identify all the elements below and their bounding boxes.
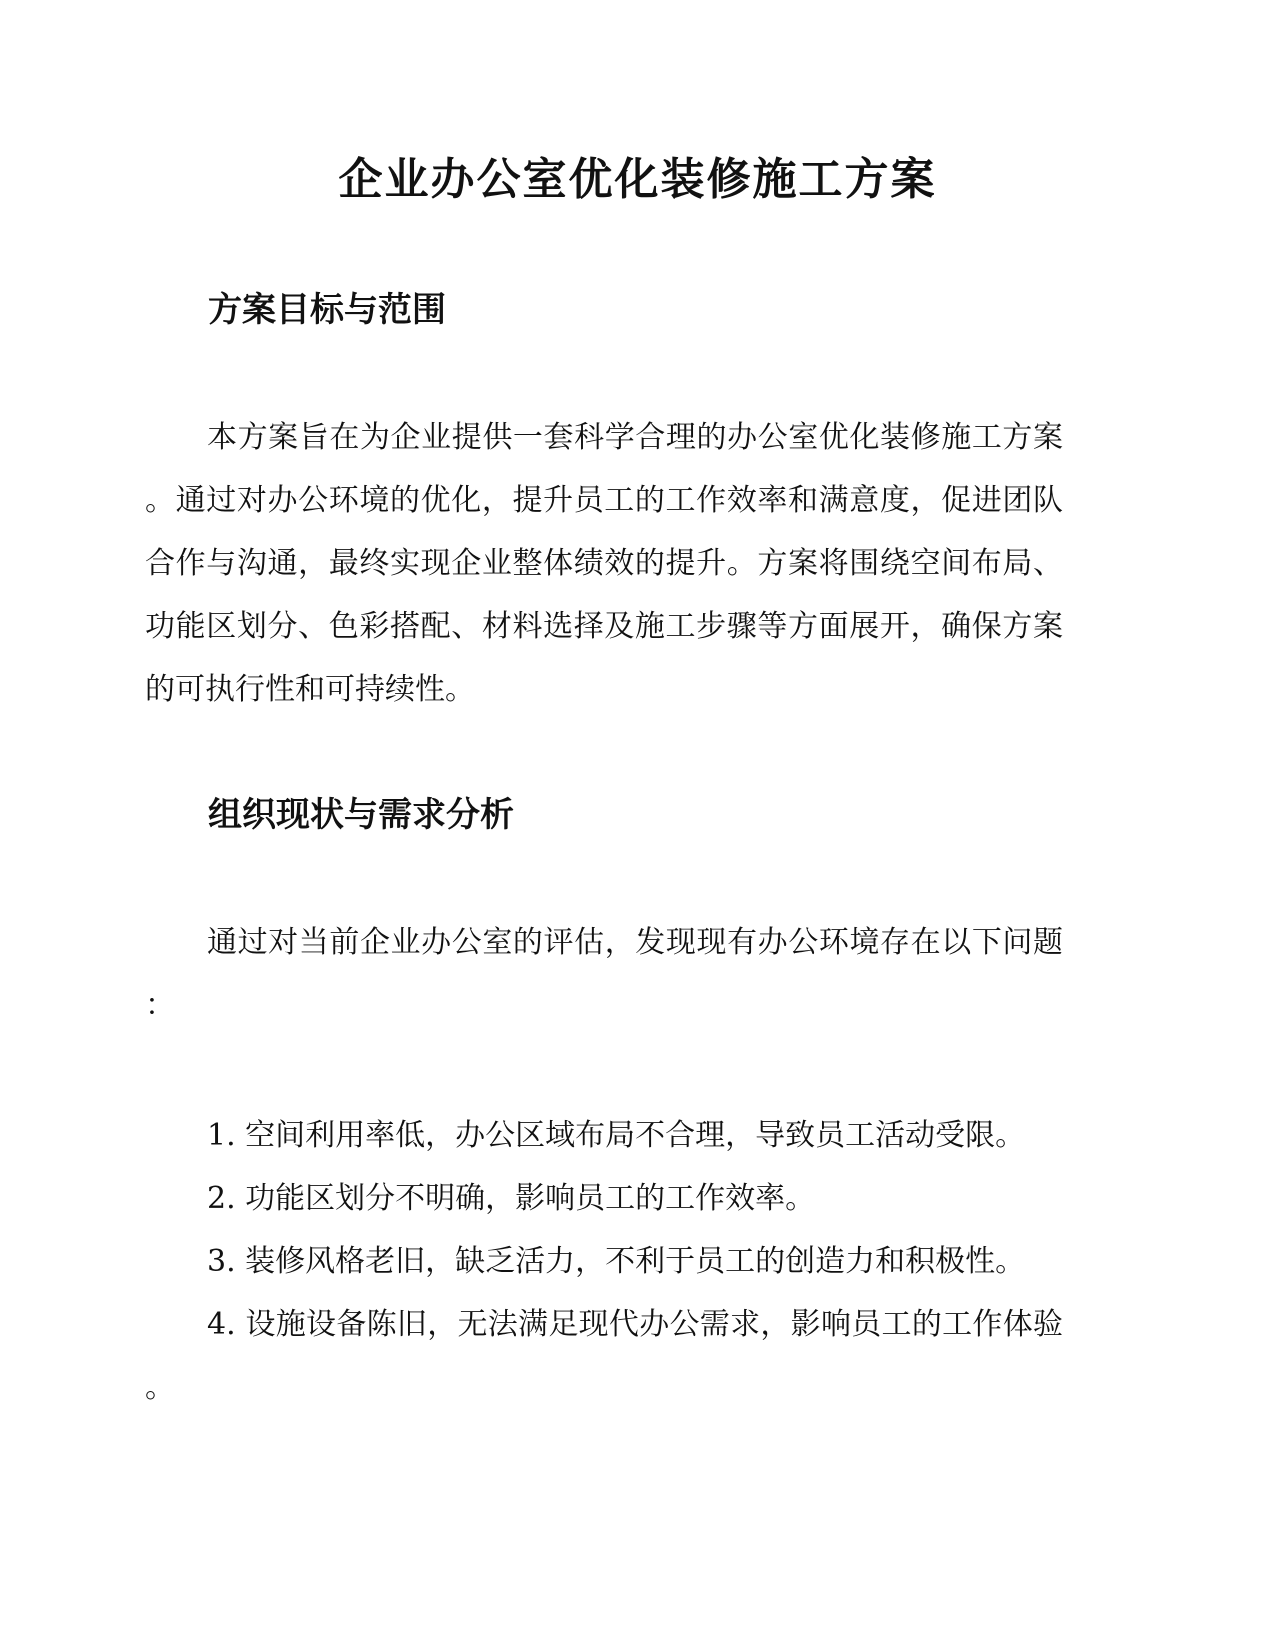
section-paragraph-analysis: 通过对当前企业办公室的评估，发现现有办公环境存在以下问题： <box>145 925 1063 1023</box>
list-item: 4. 设施设备陈旧，无法满足现代办公需求，影响员工的工作体验。 <box>145 1307 1063 1405</box>
list-item: 3. 装修风格老旧，缺乏活力，不利于员工的创造力和积极性。 <box>207 1244 1026 1279</box>
section-heading-goals: 方案目标与范围 <box>208 290 446 330</box>
list-item: 2. 功能区划分不明确，影响员工的工作效率。 <box>207 1181 816 1216</box>
issues-list <box>145 1104 1063 1419</box>
list-item: 1. 空间利用率低，办公区域布局不合理，导致员工活动受限。 <box>207 1118 1026 1153</box>
section-paragraph-goals: 本方案旨在为企业提供一套科学合理的办公室优化装修施工方案。通过对办公环境的优化，提升员工的工作效率和满意度，促进团队合作与沟通，最终实现企业整体绩效的提升。方案将围绕空间布局、功能区划分、色彩搭配、材料选择及施工步骤等方面展开，确保方案的可执行性和可持续性。 <box>145 420 1063 707</box>
document-title: 企业办公室优化装修施工方案 <box>338 154 937 205</box>
section-heading-analysis: 组织现状与需求分析 <box>208 795 514 835</box>
